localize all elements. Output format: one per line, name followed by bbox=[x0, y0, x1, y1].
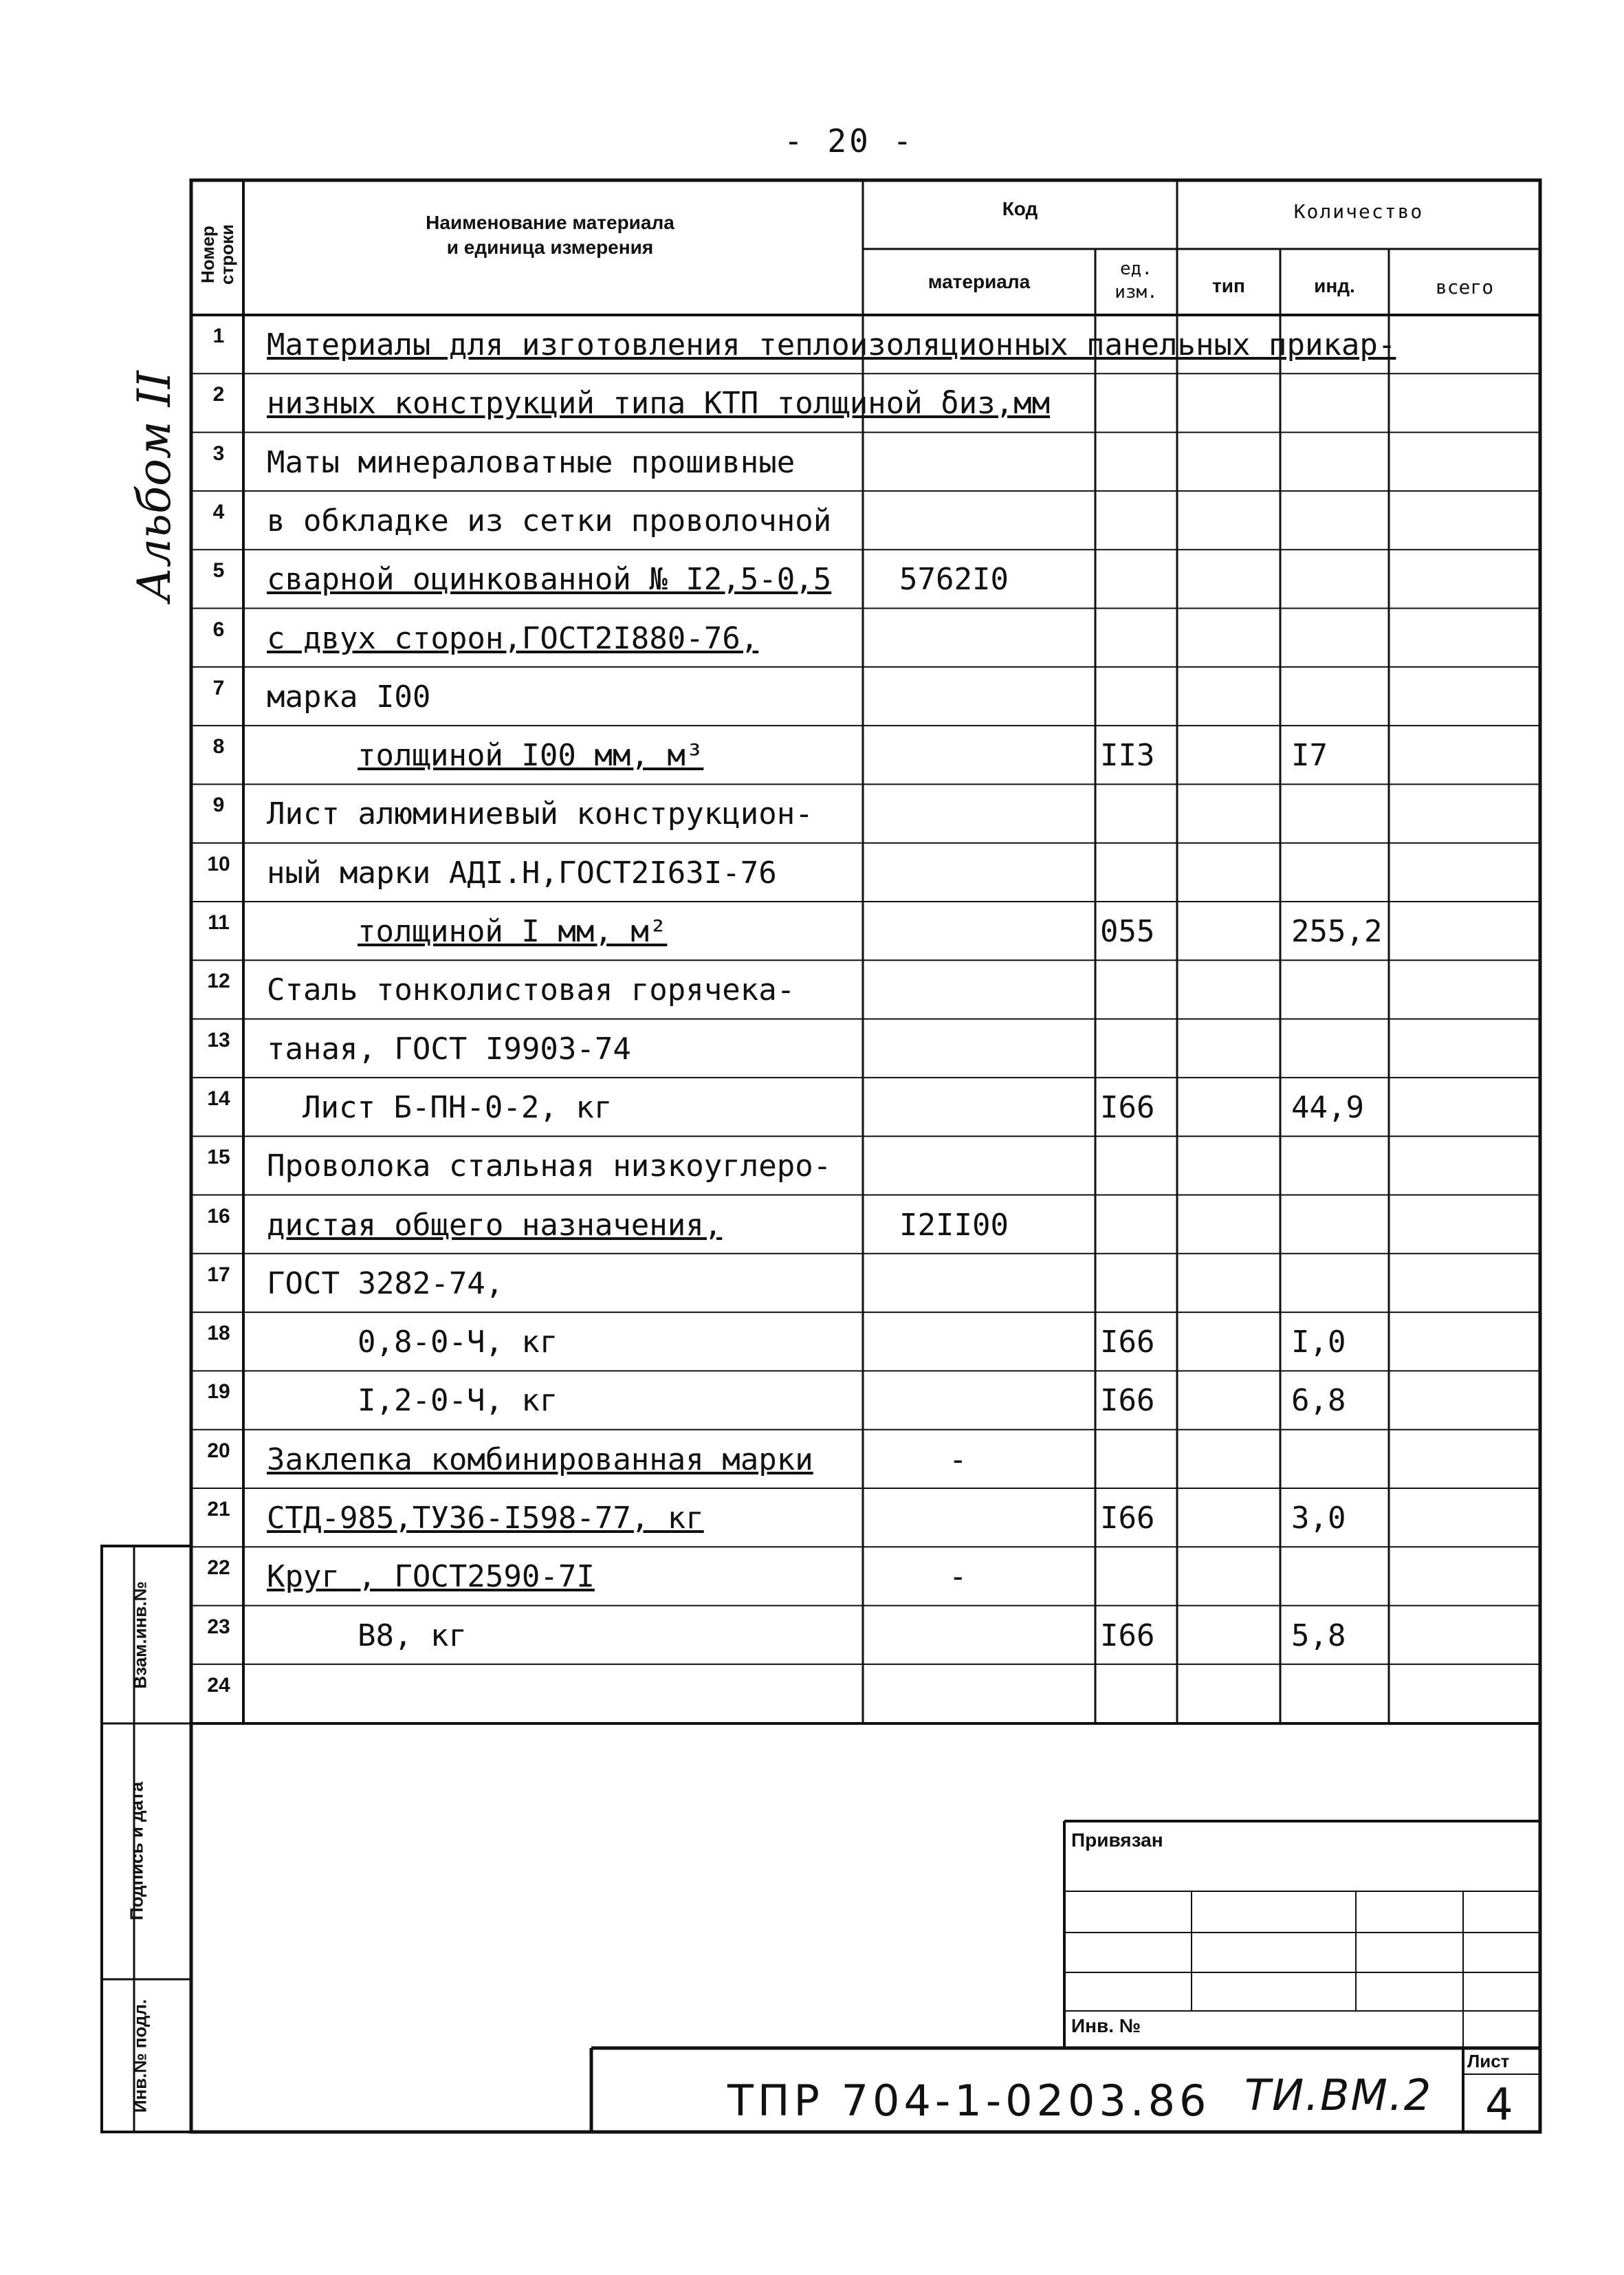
row-number: 14 bbox=[207, 1087, 230, 1110]
row-name: 0,8-0-Ч, кг bbox=[358, 1325, 558, 1360]
row-name: В8, кг bbox=[358, 1618, 467, 1653]
row-name: в обкладке из сетки проволочной bbox=[267, 503, 832, 538]
unit-code: I66 bbox=[1100, 1383, 1155, 1419]
row-name: Лист Б-ПН-0-2, кг bbox=[303, 1089, 613, 1125]
header-name: Наименование материала и единица измерения bbox=[426, 212, 674, 258]
row-name: марка I00 bbox=[267, 679, 431, 715]
row-number: 1 bbox=[212, 325, 225, 347]
row-number: 18 bbox=[207, 1322, 230, 1345]
unit-code: I66 bbox=[1100, 1089, 1155, 1125]
header-quantity: Количество bbox=[1293, 200, 1424, 223]
unit-code: 055 bbox=[1100, 914, 1155, 949]
side-label-signature-date: Подпись и дата bbox=[126, 1781, 147, 1921]
row-name: толщиной I мм, м² bbox=[358, 914, 668, 949]
header-material: материала bbox=[928, 271, 1031, 292]
row-number: 23 bbox=[207, 1615, 230, 1638]
row-name: Проволока стальная низкоуглеро- bbox=[267, 1149, 832, 1184]
header-type: тип bbox=[1212, 275, 1245, 296]
row-number: 6 bbox=[212, 618, 225, 641]
row-number: 4 bbox=[212, 500, 225, 523]
row-name: Сталь тонколистовая горячека- bbox=[267, 972, 795, 1008]
row-name: ный марки АДI.Н,ГОСТ2I63I-76 bbox=[267, 855, 777, 891]
row-number: 22 bbox=[207, 1556, 230, 1580]
document-code: ТПР 704-1-0203.86 bbox=[727, 2076, 1211, 2126]
row-name: дистая общего назначения, bbox=[267, 1207, 723, 1243]
unit-code: I66 bbox=[1100, 1618, 1155, 1653]
row-number: 12 bbox=[207, 970, 230, 993]
row-number: 3 bbox=[212, 442, 225, 465]
header-row-number: Номер строки bbox=[197, 224, 237, 285]
row-name: с двух сторон,ГОСТ2I880-76, bbox=[267, 620, 759, 656]
stamp-inv-no: Инв. № bbox=[1071, 2015, 1141, 2036]
qty-ind: I,0 bbox=[1291, 1325, 1346, 1360]
row-name: толщиной I00 мм, м³ bbox=[358, 738, 704, 774]
row-number: 9 bbox=[212, 794, 225, 817]
page-number: - 20 - bbox=[784, 122, 915, 160]
row-name: ГОСТ 3282-74, bbox=[267, 1265, 504, 1301]
header-total: всего bbox=[1435, 276, 1494, 298]
row-number: 19 bbox=[207, 1380, 230, 1404]
qty-ind: 5,8 bbox=[1291, 1618, 1346, 1653]
stamp-linked: Привязан bbox=[1071, 1829, 1163, 1851]
row-name: Маты минераловатные прошивные bbox=[267, 444, 795, 480]
document-suffix: ТИ.ВМ.2 bbox=[1244, 2070, 1433, 2120]
row-name: Круг , ГОСТ2590-7I bbox=[267, 1559, 595, 1595]
row-number: 10 bbox=[207, 852, 230, 875]
material-code: - bbox=[949, 1441, 967, 1477]
unit-code: II3 bbox=[1100, 738, 1155, 774]
unit-code: I66 bbox=[1100, 1501, 1155, 1536]
header-unit: ед. изм. bbox=[1115, 259, 1158, 303]
row-number: 17 bbox=[207, 1263, 230, 1286]
qty-ind: 6,8 bbox=[1291, 1383, 1346, 1419]
row-name: Материалы для изготовления теплоизоляционных панельных прикар- bbox=[267, 327, 1396, 362]
sheet-number: 4 bbox=[1485, 2080, 1513, 2131]
qty-ind: 44,9 bbox=[1291, 1089, 1364, 1125]
header-ind: инд. bbox=[1314, 275, 1355, 296]
album-label: Альбом II bbox=[128, 371, 181, 602]
material-code: - bbox=[949, 1559, 967, 1595]
header-code: Код bbox=[1002, 198, 1038, 219]
row-number: 21 bbox=[207, 1498, 230, 1521]
row-name: низных конструкций типа КТП толщиной δиз,мм bbox=[267, 386, 1051, 422]
row-number: 5 bbox=[212, 559, 225, 583]
sheet-label: Лист bbox=[1467, 2051, 1510, 2071]
row-name: I,2-0-Ч, кг bbox=[358, 1383, 558, 1419]
row-number: 15 bbox=[207, 1146, 230, 1169]
row-number: 11 bbox=[208, 911, 230, 934]
row-number: 2 bbox=[212, 383, 225, 406]
row-name: сварной оцинкованной № I2,5-0,5 bbox=[267, 562, 832, 598]
row-name: Лист алюминиевый конструкцион- bbox=[267, 796, 813, 832]
row-number: 8 bbox=[212, 735, 225, 759]
row-number: 7 bbox=[212, 676, 225, 699]
side-label-inv-original: Инв.№ подл. bbox=[129, 1999, 151, 2113]
row-number: 13 bbox=[207, 1028, 230, 1052]
row-number: 24 bbox=[207, 1673, 230, 1697]
qty-ind: 3,0 bbox=[1291, 1501, 1346, 1536]
row-name: СТД-985,ТУ36-I598-77, кг bbox=[267, 1501, 704, 1536]
side-label-replaced-inv: Взам.инв.№ bbox=[129, 1581, 151, 1689]
row-name: Заклепка комбинированная марки bbox=[267, 1441, 813, 1477]
qty-ind: 255,2 bbox=[1291, 914, 1383, 949]
row-number: 16 bbox=[207, 1204, 230, 1228]
row-number: 20 bbox=[207, 1439, 230, 1462]
material-code: I2II00 bbox=[899, 1207, 1009, 1243]
row-name: таная, ГОСТ I9903-74 bbox=[267, 1031, 631, 1067]
unit-code: I66 bbox=[1100, 1325, 1155, 1360]
qty-ind: I7 bbox=[1291, 738, 1328, 774]
material-code: 5762I0 bbox=[899, 562, 1009, 598]
